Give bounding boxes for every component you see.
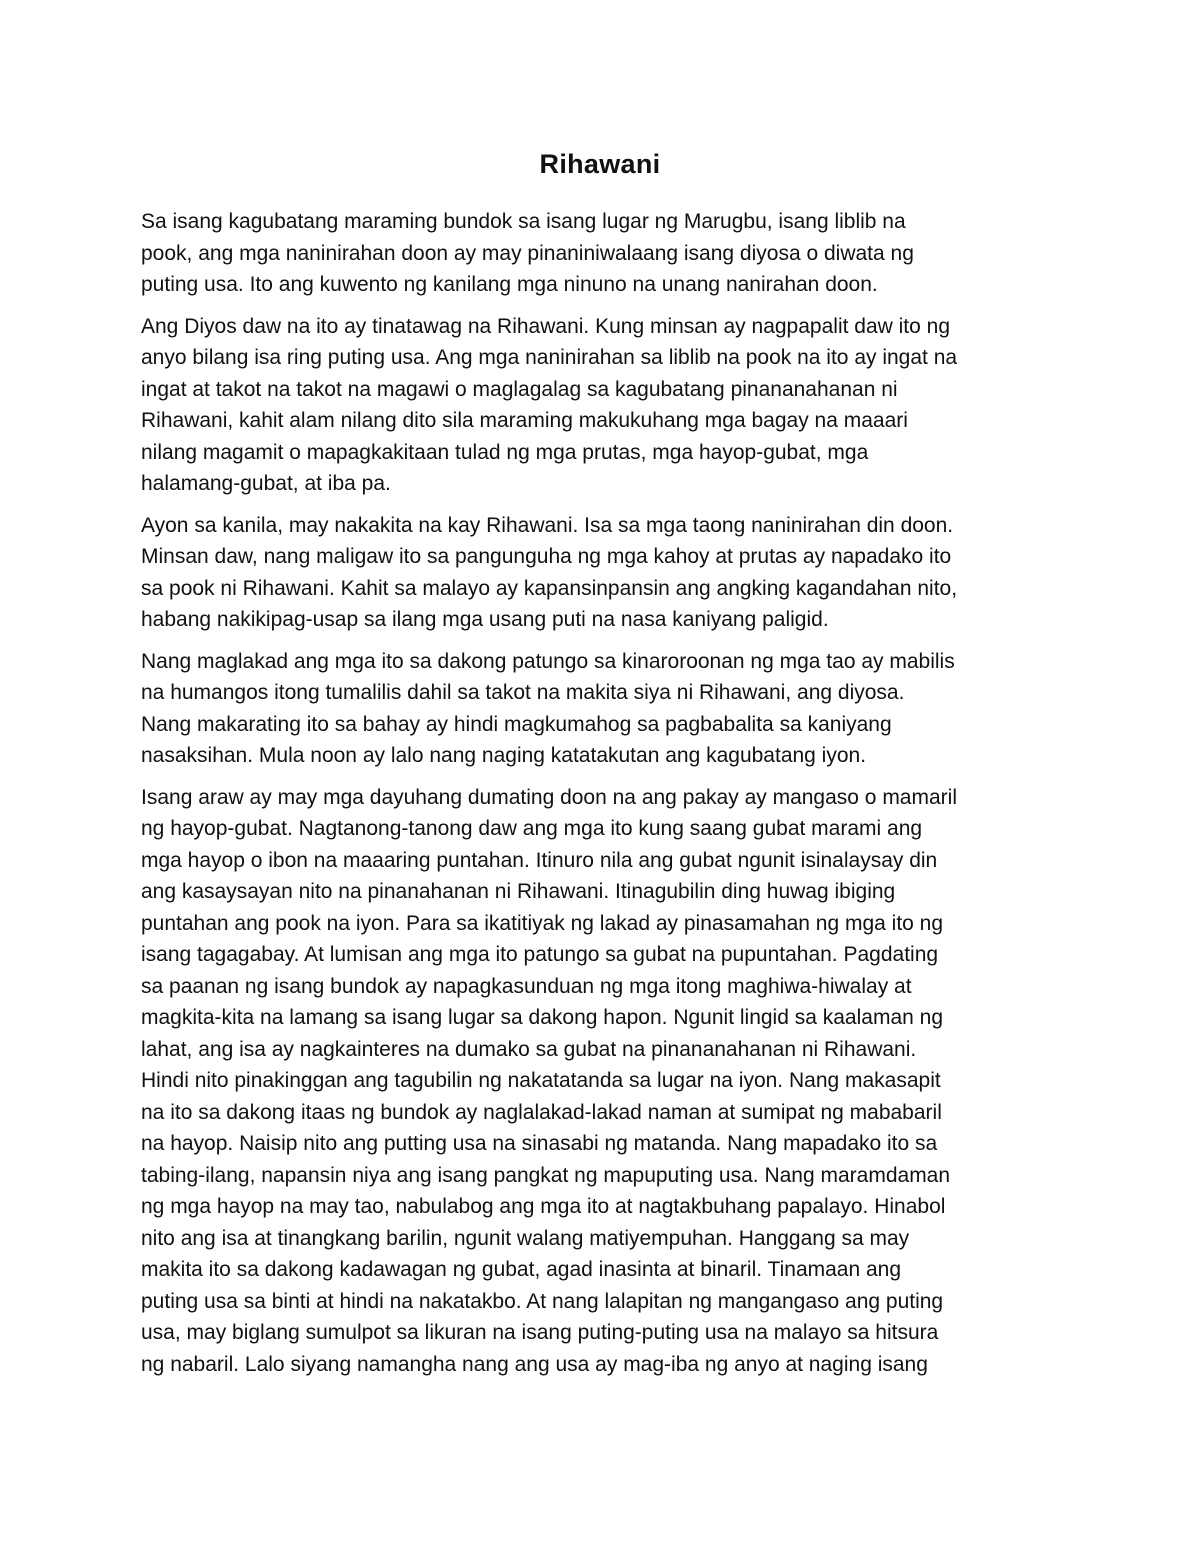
text-line: Sa isang kagubatang maraming bundok sa isang lugar ng Marugbu, isang liblib na — [141, 210, 906, 233]
text-line: ingat at takot na takot na magawi o maglagalag sa kagubatang pinananahanan ni — [141, 377, 898, 401]
text-line: Rihawani, kahit alam nilang dito sila maraming makukuhang mga bagay na maaari — [141, 409, 908, 432]
text-line: puting usa sa binti at hindi na nakatakbo. At nang lalapitan ng mangangaso ang puting — [141, 1289, 944, 1313]
text-line: Minsan daw, nang maligaw ito sa pangunguha ng mga kahoy at prutas ay napadako ito — [141, 545, 952, 568]
paragraph — [141, 510, 1061, 636]
text-line: Ang Diyos daw na ito ay tinatawag na Rihawani. Kung minsan ay nagpapalit daw ito ng — [141, 314, 951, 338]
text-line: ang kasaysayan nito na pinanahanan ni Rihawani. Itinagubilin ding huwag ibiging — [141, 880, 896, 903]
text-line: nito ang isa at tinangkang barilin, ngunit walang matiyempuhan. Hanggang sa may — [141, 1226, 910, 1250]
paragraph — [141, 206, 1061, 301]
text-line: habang nakikipag-usap sa ilang mga usang puti na nasa kaniyang paligid. — [141, 608, 829, 631]
paragraph — [141, 646, 1061, 772]
text-line: Hindi nito pinakinggan ang tagubilin ng nakatatanda sa lugar na iyon. Nang makasapit — [141, 1069, 941, 1092]
text-line: halamang-gubat, at iba pa. — [141, 472, 391, 495]
text-line: lahat, ang isa ay nagkainteres na dumako sa gubat na pinananahanan ni Rihawani. — [141, 1037, 917, 1061]
text-line: ng mga hayop na may tao, nabulabog ang mga ito at nagtakbuhang papalayo. Hinabol — [141, 1195, 946, 1218]
text-line: anyo bilang isa ring puting usa. Ang mga naninirahan sa liblib na pook na ito ay ingat na — [141, 346, 958, 369]
text-line: makita ito sa dakong kadawagan ng gubat, agad inasinta at binaril. Tinamaan ang — [141, 1258, 902, 1281]
text-line: na humangos itong tumalilis dahil sa takot na makita siya ni Rihawani, ang diyosa. — [141, 681, 905, 704]
text-line: Nang maglakad ang mga ito sa dakong patungo sa kinaroroonan ng mga tao ay mabilis — [141, 649, 955, 673]
text-line: Nang makarating ito sa bahay ay hindi magkumahog sa pagbabalita sa kaniyang — [141, 712, 892, 736]
text-line: Isang araw ay may mga dayuhang dumating doon na ang pakay ay mangaso o mamaril — [141, 785, 957, 809]
text-line: usa, may biglang sumulpot sa likuran na isang puting-puting usa na malayo sa hitsura — [141, 1321, 939, 1344]
text-line: nasaksihan. Mula noon ay lalo nang naging katatakutan ang kagubatang iyon. — [141, 744, 867, 767]
text-line: na hayop. Naisip nito ang putting usa na sinasabi ng matanda. Nang mapadako ito sa — [141, 1132, 938, 1155]
text-line: na ito sa dakong itaas ng bundok ay naglalakad-lakad naman at sumipat ng mababaril — [141, 1100, 942, 1124]
text-line: puting usa. Ito ang kuwento ng kanilang mga ninuno na unang nanirahan doon. — [141, 273, 878, 296]
paragraph — [141, 311, 1061, 500]
text-line: sa pook ni Rihawani. Kahit sa malayo ay kapansinpansin ang angking kagandahan nito, — [141, 576, 958, 600]
text-line: magkita-kita na lamang sa isang lugar sa dakong hapon. Ngunit lingid sa kaalaman ng — [141, 1006, 943, 1029]
text-line: pook, ang mga naninirahan doon ay may pinaniniwalaang isang diyosa o diwata ng — [141, 241, 914, 265]
document-title: Rihawani — [539, 149, 661, 179]
document-body — [141, 206, 1061, 1390]
text-line: nilang magamit o mapagkakitaan tulad ng mga prutas, mga hayop-gubat, mga — [141, 440, 869, 464]
text-line: puntahan ang pook na iyon. Para sa ikatitiyak ng lakad ay pinasamahan ng mga ito ng — [141, 911, 944, 935]
text-line: ng hayop-gubat. Nagtanong-tanong daw ang mga ito kung saang gubat marami ang — [141, 817, 923, 840]
paragraph — [141, 782, 1061, 1381]
text-line: isang tagagabay. At lumisan ang mga ito patungo sa gubat na pupuntahan. Pagdating — [141, 943, 939, 966]
text-line: mga hayop o ibon na maaaring puntahan. Itinuro nila ang gubat ngunit isinalaysay din — [141, 848, 938, 872]
text-line: Ayon sa kanila, may nakakita na kay Rihawani. Isa sa mga taong naninirahan din doon. — [141, 513, 954, 537]
text-line: ng nabaril. Lalo siyang namangha nang ang usa ay mag-iba ng anyo at naging isang — [141, 1352, 928, 1376]
text-line: sa paanan ng isang bundok ay napagkasunduan ng mga itong maghiwa-hiwalay at — [141, 974, 912, 998]
text-line: tabing-ilang, napansin niya ang isang pangkat ng mapuputing usa. Nang maramdaman — [141, 1163, 951, 1187]
